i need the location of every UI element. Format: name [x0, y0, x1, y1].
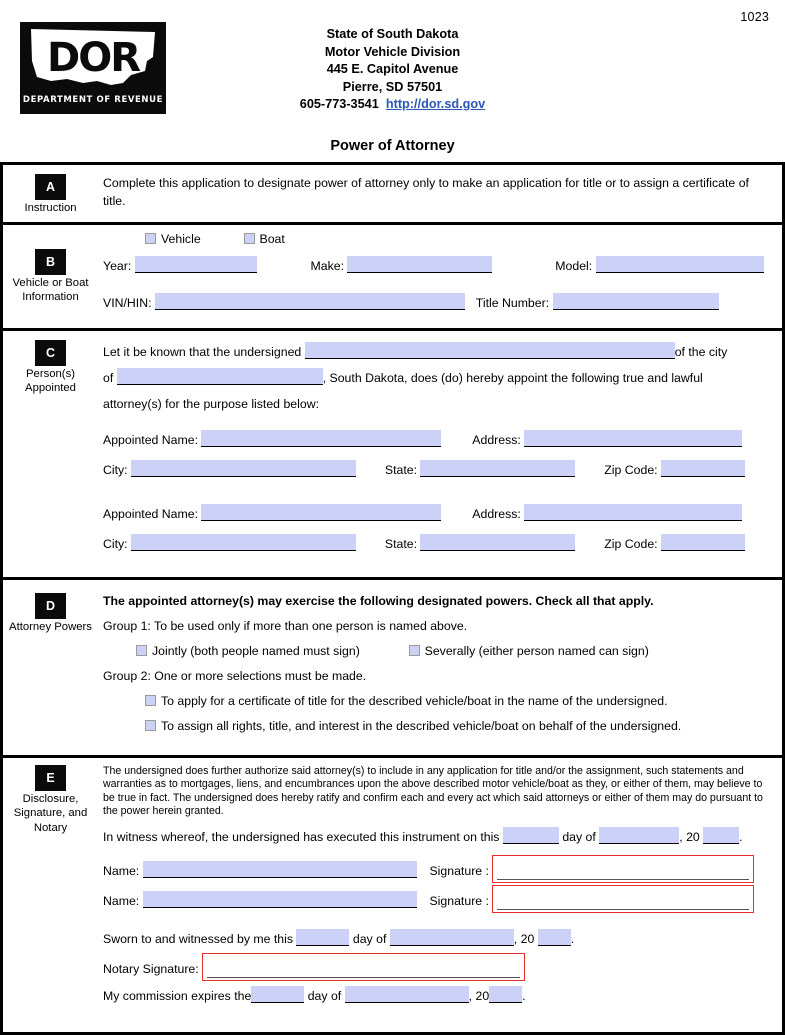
city-line — [103, 365, 772, 391]
south-dakota-appoint-text: , South Dakota, does (do) hereby appoint the following true and lawful — [322, 370, 703, 385]
signer-1-name-label: Name: — [103, 863, 140, 878]
section-e-content — [98, 758, 782, 1032]
section-c-badge: C — [35, 340, 66, 366]
signer-2-signature-label: Signature : — [429, 893, 489, 908]
appointee-1-state-input[interactable] — [420, 460, 575, 477]
commission-day-input[interactable] — [251, 986, 304, 1003]
agency-line-1: State of South Dakota — [326, 27, 459, 41]
sworn-period: . — [570, 931, 575, 946]
witness-day-of-text: day of — [562, 829, 596, 844]
witness-period: . — [739, 829, 743, 844]
group-2-option-1-row — [103, 689, 772, 714]
undersigned-lead-text: Let it be known that the undersigned — [103, 344, 302, 359]
of-text: of — [103, 370, 114, 385]
section-d-content — [98, 580, 782, 755]
agency-website-link[interactable]: http://dor.sd.gov — [385, 97, 486, 111]
appointee-2-address-input[interactable] — [524, 504, 742, 521]
appointee-2-name-row — [103, 501, 772, 527]
sworn-month-input[interactable] — [390, 929, 514, 946]
apply-title-checkbox[interactable] — [145, 695, 156, 706]
section-b-content — [98, 225, 782, 328]
form-number: 1023 — [740, 10, 769, 24]
signer-1-name-input[interactable] — [143, 861, 417, 878]
appointee-1-block — [103, 427, 772, 483]
section-e-label: Disclosure, Signature, and Notary — [13, 792, 88, 834]
logo-wordmark: DOR — [46, 35, 139, 82]
section-e-sidebar — [3, 758, 98, 1032]
commission-lead-text: My commission expires the — [103, 988, 252, 1003]
appointee-2-state-label: State: — [384, 536, 418, 551]
year-input[interactable] — [135, 256, 257, 273]
of-the-city-text: of the city — [674, 344, 728, 359]
section-d-label: Attorney Powers — [9, 620, 92, 633]
section-a-sidebar — [3, 165, 98, 222]
form-body — [0, 162, 785, 1035]
make-input[interactable] — [347, 256, 492, 273]
assign-rights-checkbox[interactable] — [145, 720, 156, 731]
witness-execution-line — [103, 827, 772, 847]
group-2-option-2-row — [103, 714, 772, 739]
appointee-1-zip-label: Zip Code: — [604, 462, 658, 477]
jointly-checkbox[interactable] — [136, 645, 147, 656]
page-title: Power of Attorney — [330, 138, 455, 154]
purpose-line: attorney(s) for the purpose listed below: — [103, 396, 319, 411]
appointee-1-name-label: Appointed Name: — [103, 432, 199, 447]
title-number-input[interactable] — [553, 293, 719, 310]
make-label: Make: — [310, 258, 345, 273]
section-b-label: Vehicle or Boat Information — [12, 276, 89, 303]
vehicle-checkbox[interactable] — [145, 233, 156, 244]
logo-caption: DEPARTMENT OF REVENUE — [22, 95, 164, 105]
section-b-badge: B — [35, 249, 66, 275]
form-header — [0, 0, 785, 154]
agency-address-block — [0, 26, 785, 114]
sworn-day-of-text: day of — [352, 931, 387, 946]
appointee-1-city-input[interactable] — [131, 460, 356, 477]
sworn-year-prefix: , 20 — [513, 931, 535, 946]
model-label: Model: — [555, 258, 593, 273]
section-b-vehicle-boat — [0, 225, 785, 331]
appointee-2-zip-input[interactable] — [661, 534, 745, 551]
commission-expiry-line — [103, 983, 772, 1010]
section-e-badge: E — [35, 765, 66, 791]
witness-year-prefix: , 20 — [679, 829, 700, 844]
boat-checkbox[interactable] — [244, 233, 255, 244]
vin-hin-label: VIN/HIN: — [103, 295, 152, 310]
appointee-1-address-input[interactable] — [524, 430, 742, 447]
agency-line-3: 445 E. Capitol Avenue — [326, 62, 459, 76]
section-b-sidebar — [3, 225, 98, 328]
vehicle-detail-row — [103, 256, 772, 275]
group-2-label: Group 2: One or more selections must be made. — [103, 668, 367, 683]
sworn-lead-text: Sworn to and witnessed by me this — [103, 931, 294, 946]
signature-row-1 — [103, 855, 772, 880]
signature-row-2 — [103, 885, 772, 910]
commission-year-input[interactable] — [489, 986, 522, 1003]
appointee-2-city-row — [103, 531, 772, 557]
appointee-1-city-label: City: — [103, 462, 128, 477]
section-c-label: Person(s) Appointed — [25, 367, 76, 394]
witness-month-input[interactable] — [599, 827, 679, 844]
agency-phone: 605-773-3541 — [299, 97, 379, 111]
section-d-badge: D — [35, 593, 66, 619]
section-d-attorney-powers — [0, 580, 785, 758]
commission-year-prefix: , 20 — [468, 988, 490, 1003]
boat-checkbox-label: Boat — [259, 231, 285, 246]
title-number-label: Title Number: — [475, 295, 550, 310]
undersigned-line — [103, 339, 772, 365]
powers-heading: The appointed attorney(s) may exercise the following designated powers. Check all that apply. — [103, 593, 654, 608]
appointee-2-name-label: Appointed Name: — [103, 506, 199, 521]
notary-signature-input[interactable] — [202, 953, 525, 981]
signer-2-name-label: Name: — [103, 893, 140, 908]
appointee-1-name-row — [103, 427, 772, 453]
assign-rights-label: To assign all rights, title, and interest in the described vehicle/boat on behalf of the undersigned. — [161, 718, 682, 733]
appointee-2-zip-label: Zip Code: — [604, 536, 658, 551]
section-a-content — [98, 165, 782, 222]
signer-1-signature-input[interactable] — [492, 855, 754, 883]
sworn-year-input[interactable] — [538, 929, 571, 946]
section-a-instruction — [0, 165, 785, 225]
section-c-sidebar — [3, 331, 98, 577]
logo-state-abbr: SD — [36, 41, 46, 56]
appointee-1-city-row — [103, 457, 772, 483]
disclosure-paragraph: The undersigned does further authorize said attorney(s) to include in any application for title and/or the assignment, such statements and warranties as to mortgages, liens, and encumbrances upon the above described motor vehicle/boat as they, or either of them, may believe to be true in fact. The undersigned does hereby ratify and confirm each and every act which said attorneys or either of them may do pursuant to the power herein granted. — [103, 764, 763, 818]
year-label: Year: — [103, 258, 132, 273]
section-d-sidebar — [3, 580, 98, 755]
commission-day-of-text: day of — [307, 988, 342, 1003]
signer-2-signature-input[interactable] — [492, 885, 754, 913]
vin-title-row — [103, 293, 772, 312]
section-a-badge: A — [35, 174, 66, 200]
section-e-disclosure-signature-notary — [0, 758, 785, 1035]
severally-label: Severally (either person named can sign) — [424, 643, 649, 658]
appointee-2-name-input[interactable] — [201, 504, 441, 521]
witness-lead-text: In witness whereof, the undersigned has executed this instrument on this — [103, 829, 500, 844]
group-1-options-row — [103, 639, 772, 664]
appointee-1-name-input[interactable] — [201, 430, 441, 447]
agency-line-4: Pierre, SD 57501 — [342, 79, 443, 94]
appointee-2-block — [103, 501, 772, 557]
notary-signature-line — [103, 953, 772, 983]
signer-2-name-input[interactable] — [143, 891, 417, 908]
model-input[interactable] — [596, 256, 764, 273]
appointee-2-city-label: City: — [103, 536, 128, 551]
witness-day-input[interactable] — [503, 827, 559, 844]
agency-contact-row — [0, 96, 785, 114]
notary-block — [103, 926, 772, 1010]
signer-1-signature-label: Signature : — [429, 863, 489, 878]
appointee-1-zip-input[interactable] — [661, 460, 745, 477]
agency-line-2: Motor Vehicle Division — [324, 44, 461, 59]
undersigned-name-input[interactable] — [305, 342, 675, 359]
notary-signature-label: Notary Signature: — [103, 961, 199, 976]
apply-title-label: To apply for a certificate of title for the described vehicle/boat in the name of the undersigned. — [161, 693, 668, 708]
commission-period: . — [522, 988, 526, 1003]
sworn-line — [103, 926, 772, 953]
vehicle-checkbox-label: Vehicle — [161, 231, 201, 246]
group-1-label: Group 1: To be used only if more than one person is named above. — [103, 618, 468, 633]
commission-month-input[interactable] — [345, 986, 469, 1003]
vehicle-boat-checkbox-row — [103, 231, 772, 248]
severally-checkbox[interactable] — [409, 645, 420, 656]
appointee-1-state-label: State: — [384, 462, 418, 477]
appointee-2-state-input[interactable] — [420, 534, 575, 551]
section-a-label: Instruction — [24, 202, 77, 214]
section-c-persons-appointed — [0, 331, 785, 580]
appointee-2-city-input[interactable] — [131, 534, 356, 551]
undersigned-city-input[interactable] — [117, 368, 323, 385]
appointee-2-address-label: Address: — [472, 506, 521, 521]
appointee-1-address-label: Address: — [472, 432, 521, 447]
instruction-text: Complete this application to designate power of attorney only to make an application for title or to assign a certificate of title. — [103, 176, 749, 208]
vin-hin-input[interactable] — [155, 293, 465, 310]
sworn-day-input[interactable] — [296, 929, 349, 946]
jointly-label: Jointly (both people named must sign) — [152, 643, 360, 658]
section-c-content — [98, 331, 782, 577]
witness-year-input[interactable] — [703, 827, 739, 844]
